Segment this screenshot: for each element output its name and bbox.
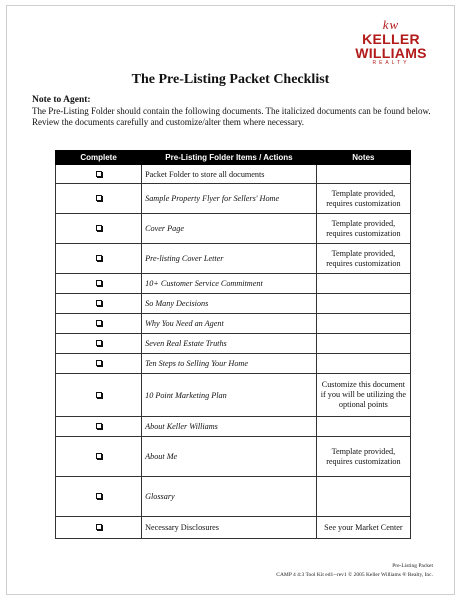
notes-cell: [316, 417, 410, 437]
notes-cell: [316, 294, 410, 314]
item-cell: Why You Need an Agent: [142, 314, 317, 334]
complete-cell: [56, 184, 142, 214]
note-heading: Note to Agent:: [32, 95, 91, 105]
notes-cell: Template provided, requires customization: [316, 437, 410, 477]
checkbox[interactable]: [96, 392, 102, 398]
logo-line-2: WILLIAMS: [355, 45, 427, 61]
checkbox[interactable]: [96, 255, 102, 261]
complete-cell: [56, 274, 142, 294]
item-cell: Cover Page: [142, 214, 317, 244]
checkbox[interactable]: [96, 453, 102, 459]
table-row: [56, 517, 411, 539]
notes-cell: Template provided, requires customization: [316, 214, 410, 244]
table-row: [56, 244, 411, 274]
item-cell: Seven Real Estate Truths: [142, 334, 317, 354]
checkbox[interactable]: [96, 340, 102, 346]
keller-williams-logo: [351, 18, 431, 67]
item-cell: Glossary: [142, 477, 317, 517]
checkbox[interactable]: [96, 360, 102, 366]
item-cell: About Me: [142, 437, 317, 477]
complete-cell: [56, 354, 142, 374]
header-notes: Notes: [316, 151, 410, 165]
note-body: The Pre-Listing Folder should contain the following documents. The italicized documents can be found below. Review the documents carefully and customize/alter them where necessary.: [32, 106, 431, 127]
checkbox[interactable]: [96, 195, 102, 201]
complete-cell: [56, 165, 142, 184]
item-cell: 10+ Customer Service Commitment: [142, 274, 317, 294]
checkbox[interactable]: [96, 171, 102, 177]
checkbox[interactable]: [96, 493, 102, 499]
notes-cell: [316, 334, 410, 354]
table-row: [56, 417, 411, 437]
logo-line-1: KELLER: [362, 31, 420, 47]
notes-cell: [316, 477, 410, 517]
table-row: [56, 165, 411, 184]
checkbox[interactable]: [96, 280, 102, 286]
complete-cell: [56, 417, 142, 437]
item-cell: About Keller Williams: [142, 417, 317, 437]
complete-cell: [56, 374, 142, 417]
table-row: [56, 314, 411, 334]
checkbox[interactable]: [96, 423, 102, 429]
complete-cell: [56, 214, 142, 244]
table-row: [56, 334, 411, 354]
item-cell: So Many Decisions: [142, 294, 317, 314]
checkbox[interactable]: [96, 524, 102, 530]
item-cell: 10 Point Marketing Plan: [142, 374, 317, 417]
header-complete: Complete: [56, 151, 142, 165]
header-items: Pre-Listing Folder Items / Actions: [142, 151, 317, 165]
notes-cell: Customize this document if you will be utilizing the optional points: [316, 374, 410, 417]
logo-mark: kw: [382, 17, 400, 32]
table-row: [56, 374, 411, 417]
item-cell: Packet Folder to store all documents: [142, 165, 317, 184]
checklist-table: [55, 150, 411, 539]
notes-cell: Template provided, requires customization: [316, 184, 410, 214]
notes-cell: [316, 314, 410, 334]
item-cell: Sample Property Flyer for Sellers' Home: [142, 184, 317, 214]
page-title: The Pre-Listing Packet Checklist: [131, 72, 330, 87]
footer-title: Pre-Listing Packet: [392, 563, 433, 569]
item-cell: Pre-listing Cover Letter: [142, 244, 317, 274]
checkbox[interactable]: [96, 225, 102, 231]
table-row: [56, 354, 411, 374]
table-row: [56, 294, 411, 314]
notes-cell: [316, 165, 410, 184]
complete-cell: [56, 294, 142, 314]
table-row: [56, 477, 411, 517]
item-cell: Necessary Disclosures: [142, 517, 317, 539]
table-row: [56, 274, 411, 294]
notes-cell: See your Market Center: [316, 517, 410, 539]
notes-cell: [316, 274, 410, 294]
complete-cell: [56, 244, 142, 274]
table-row: [56, 214, 411, 244]
complete-cell: [56, 477, 142, 517]
checkbox[interactable]: [96, 300, 102, 306]
table-row: [56, 184, 411, 214]
notes-cell: Template provided, requires customization: [316, 244, 410, 274]
complete-cell: [56, 517, 142, 539]
logo-line-3: REALTY: [372, 60, 410, 66]
complete-cell: [56, 334, 142, 354]
checkbox[interactable]: [96, 320, 102, 326]
footer-copyright: CAMP 4 4:3 Tool Kit ed1--rev1 © 2005 Keller Williams ® Realty, Inc.: [276, 572, 433, 578]
notes-cell: [316, 354, 410, 374]
item-cell: Ten Steps to Selling Your Home: [142, 354, 317, 374]
table-header-row: [56, 151, 411, 165]
complete-cell: [56, 314, 142, 334]
complete-cell: [56, 437, 142, 477]
table-row: [56, 437, 411, 477]
